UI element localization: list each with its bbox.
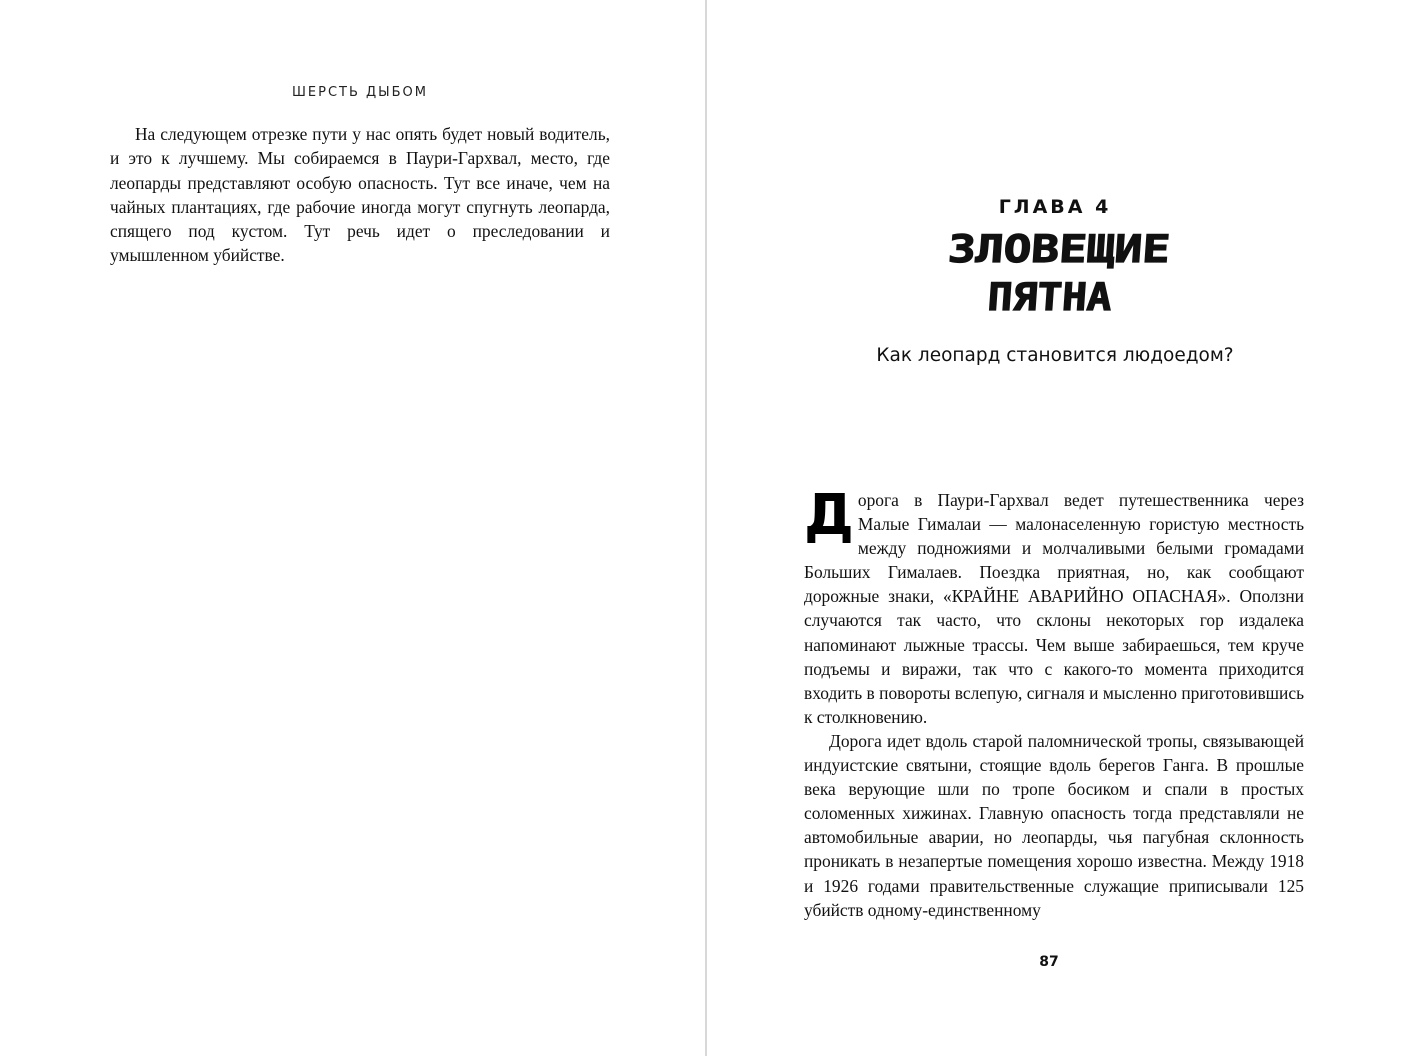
chapter-title-line2: ПЯТНА [986,275,1104,319]
chapter-title-line1: ЗЛОВЕЩИЕ [946,227,1133,271]
right-paragraph-2: Дорога идет вдоль старой паломнической тропы, связывающей индуистские святыни, стоящие вдоль берегов Ганга. В прошлые века верующие шли по тропе босиком и спали в простых соломенных хижинах. Главную опасность тогда представляли не автомобильные аварии, но леопарды, чья пагубная склонность проникать в незапертые помещения хорошо известна. Между 1918 и 1926 годами правительственные служащие приписывали 125 убийств одному-единственному [804,730,1304,920]
drop-cap: Д [804,483,854,548]
chapter-subtitle: Как леопард становится людоедом? [876,345,1234,366]
chapter-label: ГЛАВА 4 [998,196,1112,218]
page-number: 87 [1039,954,1059,970]
right-paragraph-1-text: орога в Паури-Гархвал ведет путешественника через Малые Гималаи — малонаселенную гористую местность между подножиями и молчаливыми белыми громадами Больших Гималаев. Поездка приятная, но, как сообщают дорожные знаки, «КРАЙНЕ АВАРИЙНО ОПАСНАЯ». Оползни случаются так часто, что склоны некоторых гор издалека напоминают лыжные трассы. Чем выше забираешься, тем круче подъемы и виражи, так что с какого-то момента приходится входить в повороты вслепую, сигналя и мысленно приготовившись к столкновению. [804,490,1304,727]
chapter-title [930,222,1190,322]
right-paragraph-1 [804,483,1304,729]
right-page-text [804,483,1304,922]
left-paragraph: На следующем отрезке пути у нас опять будет новый водитель, и это к лучшему. Мы собираемся в Паури-Гархвал, место, где леопарды представляют особую опасность. Тут все иначе, чем на чайных плантациях, где рабочие иногда могут спугнуть леопарда, спящего под кустом. Тут речь идет о преследовании и умышленном убийстве. [110,124,610,266]
left-page-text [110,122,610,268]
page-gutter-divider [705,0,707,1056]
running-head: ШЕРСТЬ ДЫБОМ [291,85,429,100]
